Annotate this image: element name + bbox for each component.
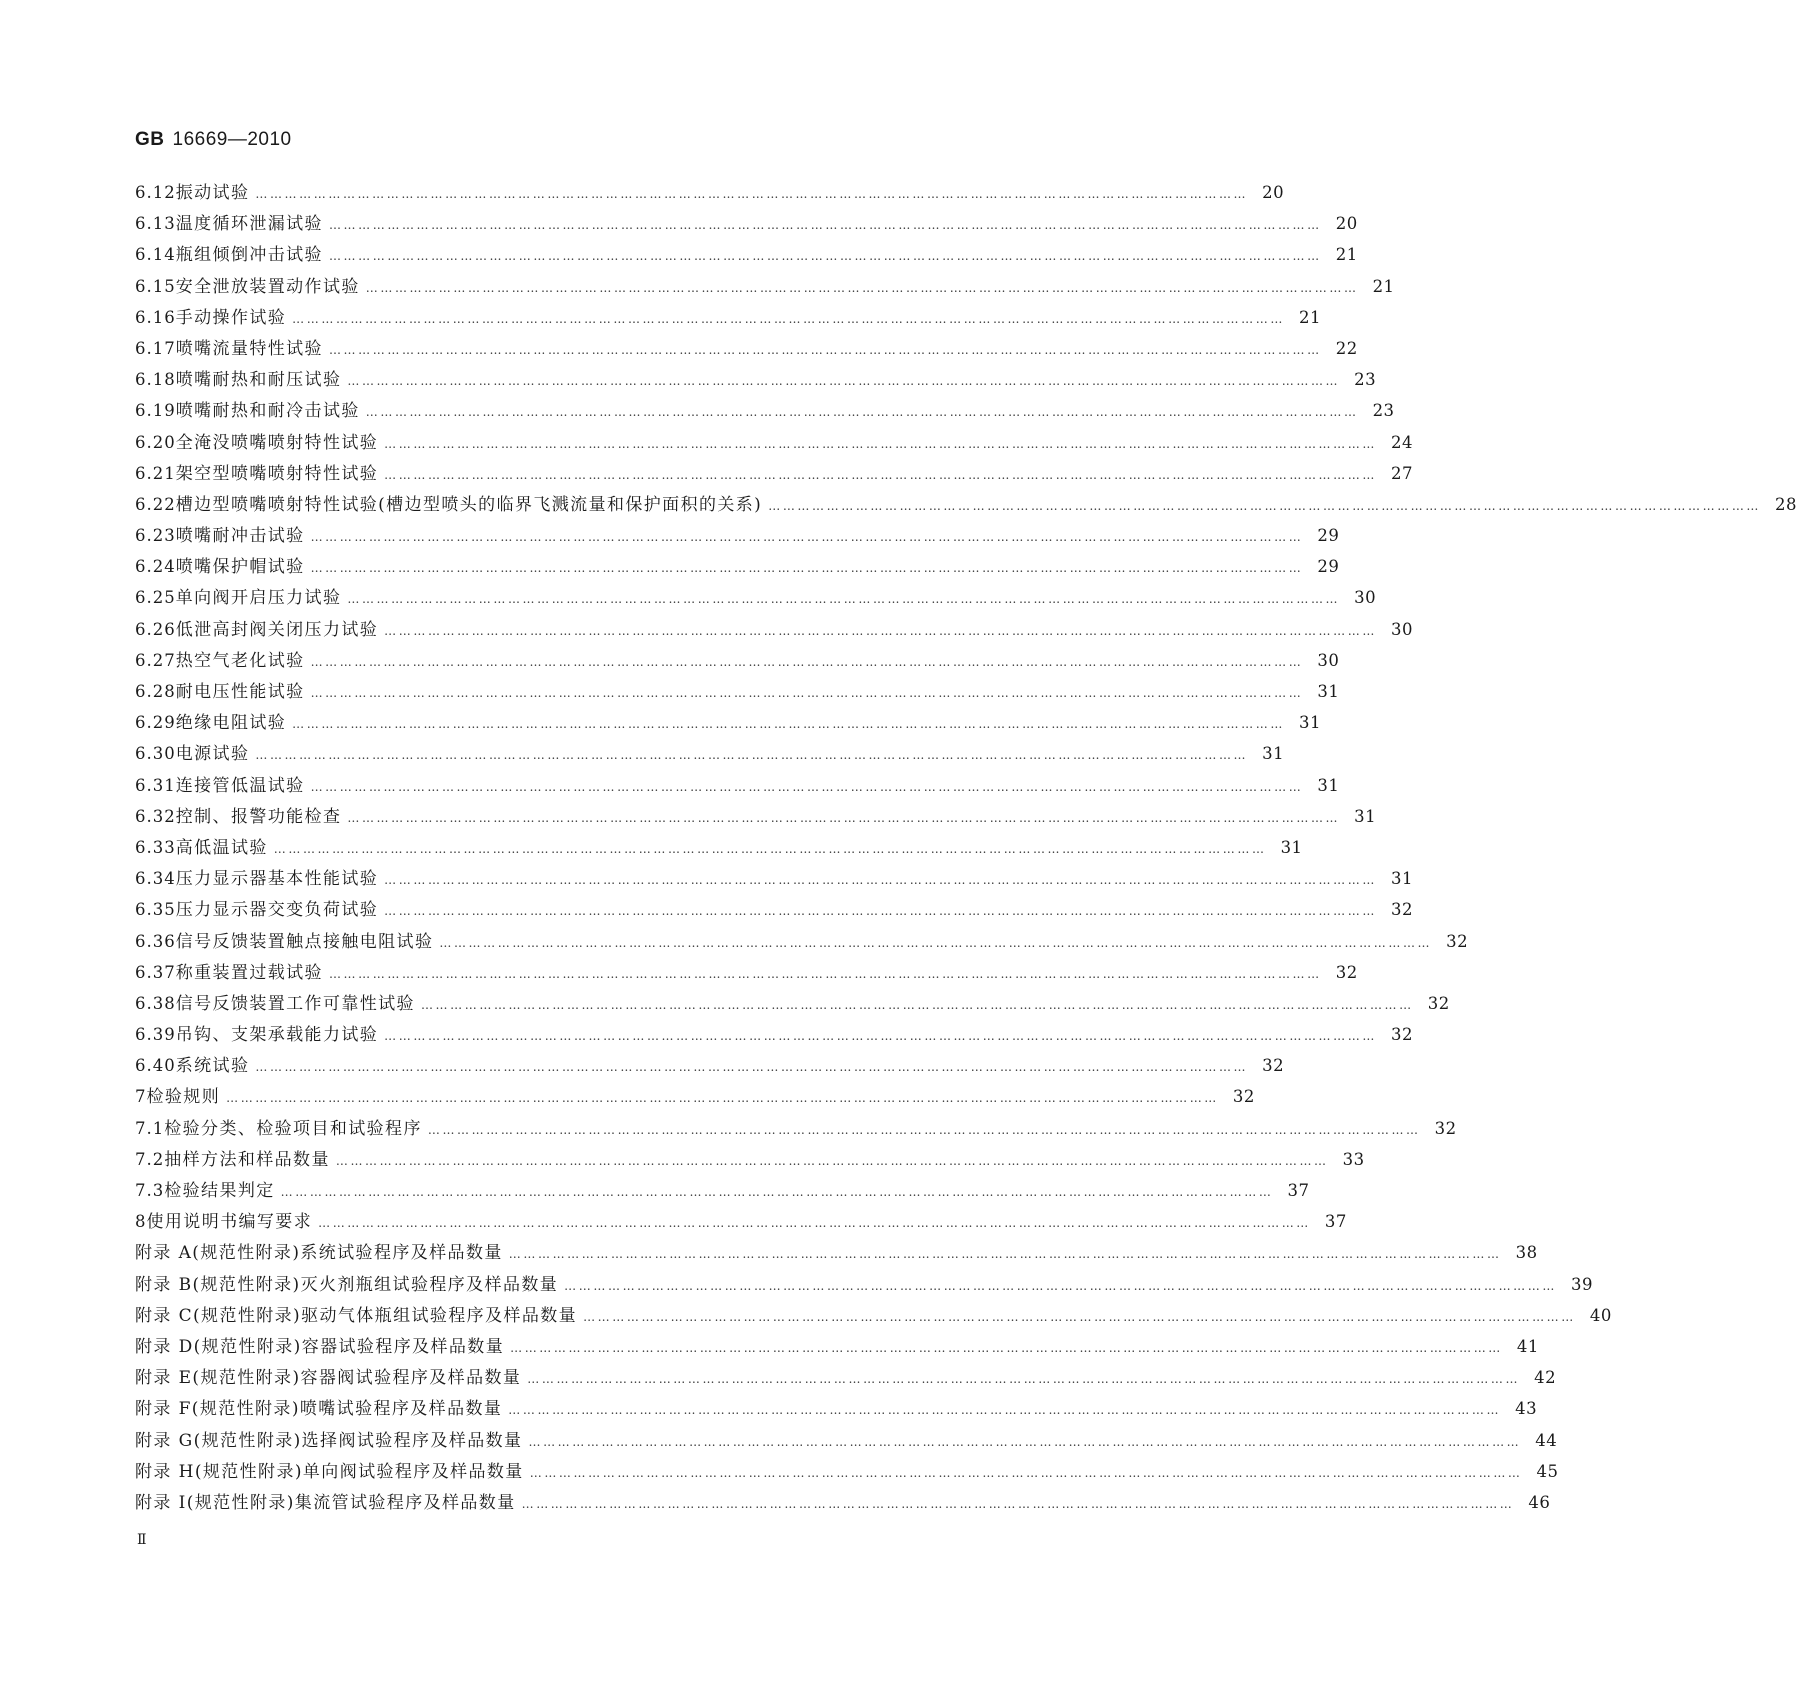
- toc-page-number: 32: [1335, 962, 1358, 982]
- toc-appendix-entry[interactable]: [135, 1363, 1557, 1394]
- toc-appendix-entry[interactable]: [135, 1332, 1539, 1363]
- toc-entry-title: 系统试验程序及样品数量: [300, 1243, 503, 1264]
- toc-appendix-entry[interactable]: [135, 1301, 1612, 1332]
- toc-entry-number: 7.3: [135, 1181, 165, 1200]
- toc-dot-leader: [347, 592, 1340, 606]
- page-folio: Ⅱ: [137, 1532, 147, 1548]
- toc-entry[interactable]: [135, 521, 1340, 552]
- toc-page-number: 39: [1570, 1274, 1593, 1294]
- toc-entry-title: 耐电压性能试验: [175, 682, 305, 702]
- toc-entry-number: 6.39: [135, 1025, 176, 1045]
- toc-entry-number: 7.1: [135, 1118, 165, 1138]
- toc-dot-leader: [439, 936, 1432, 950]
- toc-page-number: 37: [1324, 1212, 1347, 1232]
- toc-entry-number: 8: [135, 1212, 147, 1232]
- toc-entry-title: 热空气老化试验: [175, 650, 305, 671]
- toc-dot-leader: [292, 717, 1285, 731]
- toc-entry-title: 安全泄放装置动作试验: [175, 276, 360, 297]
- toc-entry-title: 系统试验: [175, 1056, 250, 1077]
- toc-appendix-label: 附录 C(规范性附录): [135, 1305, 302, 1326]
- toc-entry[interactable]: [135, 1207, 1347, 1238]
- toc-entry[interactable]: [135, 927, 1469, 958]
- toc-dot-leader: [329, 218, 1322, 232]
- toc-entry[interactable]: [135, 708, 1321, 739]
- toc-entry-title: 全淹没喷嘴喷射特性试验: [175, 432, 379, 453]
- toc-page-number: 31: [1298, 713, 1321, 733]
- table-of-contents: [135, 178, 1797, 1519]
- toc-dot-leader: [311, 561, 1304, 575]
- toc-entry-title: 单向阀开启压力试验: [175, 588, 342, 609]
- toc-entry-number: 6.19: [135, 401, 176, 421]
- toc-appendix-label: 附录 H(规范性附录): [135, 1461, 303, 1482]
- toc-appendix-entry[interactable]: [135, 1238, 1538, 1269]
- toc-page-number: 37: [1287, 1181, 1310, 1200]
- toc-page-number: 40: [1589, 1305, 1612, 1325]
- toc-entry[interactable]: [135, 802, 1377, 833]
- toc-entry-title: 检验结果判定: [164, 1181, 275, 1201]
- toc-entry[interactable]: [135, 459, 1413, 490]
- toc-page-number: 29: [1317, 557, 1340, 577]
- toc-dot-leader: [255, 1060, 1248, 1074]
- toc-entry-number: 6.16: [135, 307, 176, 327]
- toc-entry[interactable]: [135, 552, 1340, 583]
- toc-appendix-entry[interactable]: [135, 1457, 1559, 1488]
- toc-page-number: 22: [1335, 338, 1358, 358]
- toc-entry[interactable]: [135, 334, 1358, 365]
- toc-page-number: 31: [1354, 806, 1377, 826]
- toc-entry-number: 6.29: [135, 713, 176, 733]
- toc-page-number: 32: [1390, 900, 1413, 920]
- toc-dot-leader: [384, 873, 1377, 887]
- toc-entry-number: 6.25: [135, 588, 176, 608]
- toc-appendix-label: 附录 G(规范性附录): [135, 1430, 302, 1451]
- toc-page-number: 32: [1446, 931, 1469, 951]
- toc-entry-title: 高低温试验: [175, 837, 268, 858]
- toc-entry-title: 灭火剂瓶组试验程序及样品数量: [300, 1274, 559, 1295]
- toc-entry-title: 喷嘴耐热和耐压试验: [175, 370, 342, 391]
- toc-entry-title: 喷嘴耐冲击试验: [175, 526, 305, 547]
- toc-entry[interactable]: [135, 490, 1797, 521]
- toc-entry-number: 6.20: [135, 432, 176, 452]
- toc-entry[interactable]: [135, 615, 1413, 646]
- toc-dot-leader: [347, 374, 1340, 388]
- toc-entry-title: 使用说明书编写要求: [146, 1212, 313, 1233]
- toc-entry-title: 单向阀试验程序及样品数量: [302, 1461, 524, 1482]
- toc-dot-leader: [347, 811, 1340, 825]
- toc-dot-leader: [329, 249, 1322, 263]
- toc-entry-title: 低泄高封阀关闭压力试验: [175, 619, 379, 640]
- toc-dot-leader: [384, 1029, 1377, 1043]
- toc-entry-title: 槽边型喷嘴喷射特性试验(槽边型喷头的临界飞溅流量和保护面积的关系): [175, 494, 763, 515]
- toc-entry-number: 6.31: [135, 775, 176, 795]
- toc-dot-leader: [509, 1247, 1502, 1261]
- toc-page-number: 28: [1775, 494, 1797, 514]
- toc-entry-title: 温度循环泄漏试验: [175, 214, 323, 235]
- toc-dot-leader: [421, 998, 1414, 1012]
- toc-dot-leader: [311, 530, 1304, 544]
- toc-entry-number: 6.12: [135, 183, 176, 202]
- toc-page-number: 41: [1516, 1336, 1539, 1356]
- toc-entry-title: 称重装置过载试验: [175, 962, 323, 983]
- toc-appendix-entry[interactable]: [135, 1426, 1558, 1457]
- toc-appendix-label: 附录 F(规范性附录): [135, 1399, 300, 1420]
- toc-dot-leader: [384, 624, 1377, 638]
- toc-entry-number: 6.35: [135, 900, 176, 920]
- toc-dot-leader: [329, 343, 1322, 357]
- toc-entry-title: 压力显示器交变负荷试验: [175, 900, 379, 921]
- toc-entry-number: 7.2: [135, 1149, 165, 1169]
- toc-entry-number: 6.15: [135, 276, 176, 296]
- toc-entry[interactable]: [135, 771, 1340, 802]
- toc-dot-leader: [527, 1372, 1520, 1386]
- toc-page-number: 31: [1280, 837, 1303, 857]
- toc-entry-title: 架空型喷嘴喷射特性试验: [175, 463, 379, 484]
- toc-dot-leader: [530, 1466, 1523, 1480]
- toc-dot-leader: [226, 1091, 1219, 1105]
- toc-entry-title: 绝缘电阻试验: [175, 713, 287, 734]
- toc-page-number: 29: [1317, 526, 1340, 546]
- toc-entry-title: 振动试验: [175, 183, 250, 203]
- toc-entry-title: 集流管试验程序及样品数量: [294, 1492, 516, 1513]
- toc-page-number: 33: [1342, 1149, 1365, 1169]
- toc-entry-number: 6.22: [135, 494, 176, 514]
- toc-entry-title: 喷嘴试验程序及样品数量: [299, 1399, 503, 1420]
- toc-dot-leader: [768, 499, 1761, 513]
- toc-appendix-label: 附录 A(规范性附录): [135, 1243, 301, 1264]
- toc-page-number: 31: [1317, 775, 1340, 795]
- toc-appendix-entry[interactable]: [135, 1270, 1593, 1301]
- toc-entry[interactable]: [135, 1114, 1457, 1145]
- toc-entry-title: 驱动气体瓶组试验程序及样品数量: [301, 1305, 578, 1326]
- toc-entry-title: 容器阀试验程序及样品数量: [300, 1368, 522, 1389]
- toc-dot-leader: [311, 780, 1304, 794]
- toc-page-number: 21: [1335, 245, 1358, 265]
- toc-page-number: 32: [1427, 993, 1450, 1013]
- toc-dot-leader: [528, 1435, 1521, 1449]
- toc-page-number: 32: [1434, 1118, 1457, 1138]
- toc-entry-number: 6.13: [135, 214, 176, 234]
- toc-page-number: 31: [1317, 682, 1340, 701]
- toc-dot-leader: [281, 1185, 1274, 1199]
- toc-entry-title: 容器试验程序及样品数量: [301, 1336, 505, 1357]
- toc-page-number: 23: [1372, 401, 1395, 421]
- toc-dot-leader: [384, 437, 1377, 451]
- toc-entry[interactable]: [135, 583, 1377, 614]
- toc-entry-number: 6.17: [135, 338, 176, 358]
- toc-entry-number: 6.36: [135, 931, 176, 951]
- toc-entry[interactable]: [135, 958, 1358, 989]
- toc-entry-title: 喷嘴耐热和耐冷击试验: [175, 401, 360, 422]
- toc-page-number: 21: [1298, 307, 1321, 327]
- toc-dot-leader: [564, 1279, 1557, 1293]
- toc-dot-leader: [522, 1497, 1515, 1511]
- toc-dot-leader: [318, 1216, 1311, 1230]
- toc-page-number: 20: [1262, 183, 1285, 202]
- document-header: [135, 128, 292, 151]
- toc-page-number: 46: [1528, 1492, 1551, 1512]
- toc-page-number: 42: [1534, 1368, 1557, 1388]
- toc-entry-title: 检验分类、检验项目和试验程序: [164, 1118, 422, 1139]
- toc-page-number: 27: [1390, 463, 1413, 483]
- toc-dot-leader: [292, 312, 1285, 326]
- toc-entry[interactable]: [135, 1176, 1310, 1207]
- toc-entry-title: 瓶组倾倒冲击试验: [175, 245, 323, 266]
- toc-entry[interactable]: [135, 895, 1413, 926]
- toc-entry-number: 6.18: [135, 370, 176, 390]
- toc-entry[interactable]: [135, 240, 1358, 271]
- toc-appendix-label: 附录 D(规范性附录): [135, 1336, 302, 1357]
- toc-entry-title: 信号反馈装置工作可靠性试验: [175, 993, 415, 1014]
- toc-page-number: 21: [1372, 276, 1395, 296]
- toc-page-number: 44: [1535, 1430, 1558, 1450]
- toc-entry-number: 6.24: [135, 557, 176, 577]
- toc-entry[interactable]: [135, 1145, 1365, 1176]
- toc-page-number: 20: [1335, 214, 1358, 234]
- toc-dot-leader: [336, 1154, 1329, 1168]
- toc-entry[interactable]: [135, 1051, 1285, 1082]
- toc-entry[interactable]: [135, 428, 1413, 459]
- toc-entry-number: 6.21: [135, 463, 176, 483]
- toc-entry-title: 压力显示器基本性能试验: [175, 869, 379, 890]
- toc-dot-leader: [255, 748, 1248, 762]
- toc-dot-leader: [583, 1310, 1576, 1324]
- toc-entry-title: 电源试验: [175, 744, 250, 765]
- toc-page-number: 43: [1515, 1399, 1538, 1419]
- toc-dot-leader: [366, 405, 1359, 419]
- toc-entry[interactable]: [135, 677, 1340, 708]
- toc-entry[interactable]: [135, 365, 1377, 396]
- toc-page-number: 32: [1262, 1056, 1285, 1076]
- toc-entry-title: 信号反馈装置触点接触电阻试验: [175, 931, 434, 952]
- toc-dot-leader: [384, 904, 1377, 918]
- toc-page-number: 32: [1232, 1087, 1255, 1107]
- toc-page-number: 30: [1390, 619, 1413, 639]
- toc-entry[interactable]: [135, 272, 1395, 303]
- toc-entry-title: 选择阀试验程序及样品数量: [301, 1430, 523, 1451]
- toc-dot-leader: [311, 686, 1304, 700]
- toc-entry-number: 7: [135, 1087, 147, 1107]
- toc-page-number: 38: [1515, 1243, 1538, 1263]
- toc-dot-leader: [255, 187, 1248, 201]
- toc-entry[interactable]: [135, 303, 1321, 334]
- toc-dot-leader: [510, 1341, 1503, 1355]
- toc-page-number: 32: [1390, 1025, 1413, 1045]
- toc-appendix-label: 附录 I(规范性附录): [135, 1492, 295, 1513]
- toc-page-number: 31: [1390, 869, 1413, 889]
- standard-number: 16669—2010: [172, 129, 292, 150]
- toc-entry[interactable]: [135, 739, 1285, 770]
- toc-appendix-entry[interactable]: [135, 1488, 1551, 1519]
- toc-entry-title: 吊钩、支架承载能力试验: [175, 1025, 379, 1046]
- toc-dot-leader: [329, 967, 1322, 981]
- toc-entry-number: 6.40: [135, 1056, 176, 1076]
- toc-page-number: 30: [1317, 650, 1340, 670]
- toc-entry-number: 6.33: [135, 837, 176, 857]
- toc-entry[interactable]: [135, 864, 1413, 895]
- toc-entry[interactable]: [135, 989, 1450, 1020]
- toc-entry[interactable]: [135, 209, 1358, 240]
- toc-page-number: 45: [1536, 1461, 1559, 1481]
- toc-entry-title: 抽样方法和样品数量: [164, 1149, 330, 1170]
- toc-entry-number: 6.34: [135, 869, 176, 889]
- toc-appendix-entry[interactable]: [135, 1394, 1538, 1425]
- toc-entry-number: 6.37: [135, 962, 176, 982]
- toc-entry[interactable]: [135, 1082, 1255, 1113]
- toc-entry-number: 6.38: [135, 993, 176, 1013]
- toc-entry-title: 控制、报警功能检查: [175, 806, 342, 827]
- toc-page-number: 30: [1354, 588, 1377, 608]
- standard-code: GB: [135, 129, 165, 150]
- toc-appendix-label: 附录 B(规范性附录): [135, 1274, 301, 1295]
- toc-entry-number: 6.32: [135, 806, 176, 826]
- toc-entry[interactable]: [135, 396, 1395, 427]
- toc-entry-title: 喷嘴流量特性试验: [175, 338, 323, 359]
- toc-dot-leader: [428, 1123, 1421, 1137]
- toc-entry-title: 检验规则: [146, 1087, 221, 1108]
- toc-entry[interactable]: [135, 833, 1303, 864]
- toc-entry-number: 6.30: [135, 744, 176, 764]
- toc-entry[interactable]: [135, 178, 1285, 209]
- toc-entry-title: 手动操作试验: [175, 307, 287, 328]
- toc-dot-leader: [311, 655, 1304, 669]
- toc-entry-title: 连接管低温试验: [175, 775, 305, 796]
- toc-entry-number: 6.14: [135, 245, 176, 265]
- toc-entry[interactable]: [135, 1020, 1413, 1051]
- toc-entry-number: 6.27: [135, 650, 176, 670]
- toc-entry[interactable]: [135, 646, 1340, 677]
- toc-entry-number: 6.28: [135, 682, 176, 701]
- toc-page-number: 24: [1390, 432, 1413, 452]
- toc-page-number: 23: [1354, 370, 1377, 390]
- toc-appendix-label: 附录 E(规范性附录): [135, 1368, 301, 1389]
- toc-dot-leader: [508, 1403, 1501, 1417]
- toc-dot-leader: [366, 281, 1359, 295]
- toc-dot-leader: [384, 468, 1377, 482]
- toc-entry-number: 6.23: [135, 526, 176, 546]
- toc-dot-leader: [274, 842, 1267, 856]
- toc-entry-title: 喷嘴保护帽试验: [175, 557, 305, 578]
- toc-entry-number: 6.26: [135, 619, 176, 639]
- toc-page-number: 31: [1262, 744, 1285, 764]
